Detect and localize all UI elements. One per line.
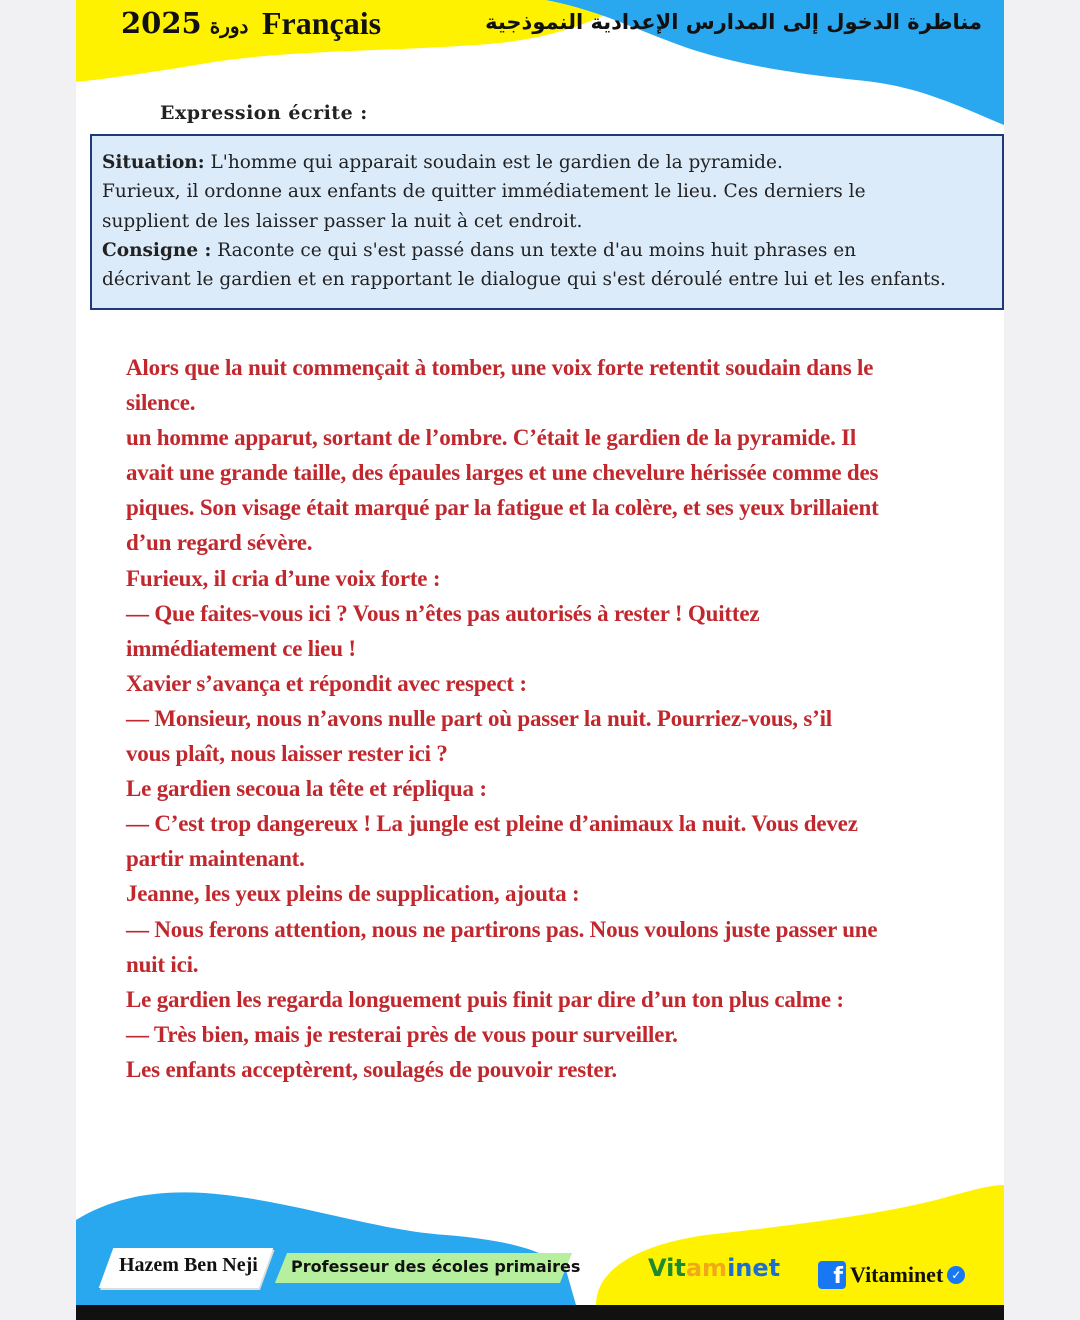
document-page — [76, 0, 1004, 1320]
story-line: nuit ici. — [126, 951, 199, 977]
story-line: — Monsieur, nous n’avons nulle part où passer la nuit. Pourriez-vous, s’il — [126, 705, 832, 731]
author-role: Professeur des écoles primaires — [291, 1257, 581, 1276]
story-line: d’un regard sévère. — [126, 530, 313, 556]
story-line: Le gardien secoua la tête et répliqua : — [126, 776, 487, 802]
situation-line-1 — [102, 148, 992, 177]
subject-title: Français — [262, 5, 382, 41]
story-line: Le gardien les regarda longuement puis finit par dire d’un ton plus calme : — [126, 986, 844, 1012]
brand-part-2: am — [685, 1254, 728, 1282]
story-line: avait une grande taille, des épaules larges et une chevelure hérissée comme des — [126, 460, 879, 486]
exam-title: مناظرة الدخول إلى المدارس الإعدادية النموذجية — [485, 10, 982, 34]
consigne-text: Raconte ce qui s'est passé dans un texte d'au moins huit phrases en — [211, 239, 857, 261]
story-line: Alors que la nuit commençait à tomber, une voix forte retentit soudain dans le — [126, 355, 874, 380]
story-line: Xavier s’avança et répondit avec respect : — [126, 670, 527, 696]
story-line: un homme apparut, sortant de l’ombre. C’était le gardien de la pyramide. Il — [126, 425, 857, 451]
session-label: دورة — [209, 14, 249, 38]
story-line: immédiatement ce lieu ! — [126, 635, 356, 661]
story-line: — Nous ferons attention, nous ne partirons pas. Nous voulons juste passer une — [126, 916, 878, 942]
story-line: — Que faites-vous ici ? Vous n’êtes pas autorisés à rester ! Quittez — [126, 600, 760, 626]
consigne-line-1 — [102, 236, 992, 265]
situation-line-3: supplient de les laisser passer la nuit à cet endroit. — [102, 210, 583, 232]
brand-part-1: Vit — [648, 1254, 686, 1282]
verified-badge-icon: ✓ — [947, 1266, 965, 1284]
situation-line-2: Furieux, il ordonne aux enfants de quitter immédiatement le lieu. Ces derniers le — [102, 181, 866, 203]
story-line: piques. Son visage était marqué par la fatigue et la colère, et ses yeux brillaient — [126, 495, 879, 521]
vitaminet-logo — [648, 1248, 780, 1288]
story-line: Furieux, il cria d’une voix forte : — [126, 565, 441, 591]
exam-session — [121, 6, 248, 46]
story-line: Jeanne, les yeux pleins de supplication, ajouta : — [126, 881, 580, 907]
facebook-icon: f — [818, 1261, 846, 1289]
section-label: Expression écrite : — [160, 102, 368, 124]
story-line: — C’est trop dangereux ! La jungle est pleine d’animaux la nuit. Vous devez — [126, 811, 858, 837]
consigne-line-2: décrivant le gardien et en rapportant le dialogue qui s'est déroulé entre lui et les enfants. — [102, 269, 946, 291]
story-text — [126, 350, 956, 1087]
facebook-page-link[interactable] — [818, 1260, 965, 1290]
situation-text: L'homme qui apparait soudain est le gardien de la pyramide. — [204, 152, 783, 173]
task-box — [90, 134, 1004, 310]
consigne-label: Consigne : — [102, 239, 212, 261]
exam-year: 2025 — [121, 6, 202, 40]
situation-label: Situation: — [102, 152, 205, 173]
story-line: silence. — [126, 390, 196, 416]
brand-part-3: inet — [727, 1254, 781, 1282]
story-line: Les enfants acceptèrent, soulagés de pouvoir rester. — [126, 1056, 617, 1082]
author-name: Hazem Ben Neji — [119, 1254, 258, 1276]
facebook-page-name: Vitaminet — [850, 1262, 944, 1287]
story-line: vous plaît, nous laisser rester ici ? — [126, 741, 448, 767]
story-line: — Très bien, mais je resterai près de vous pour surveiller. — [126, 1021, 678, 1047]
story-line: partir maintenant. — [126, 846, 305, 872]
bottom-bar — [76, 1305, 1004, 1320]
